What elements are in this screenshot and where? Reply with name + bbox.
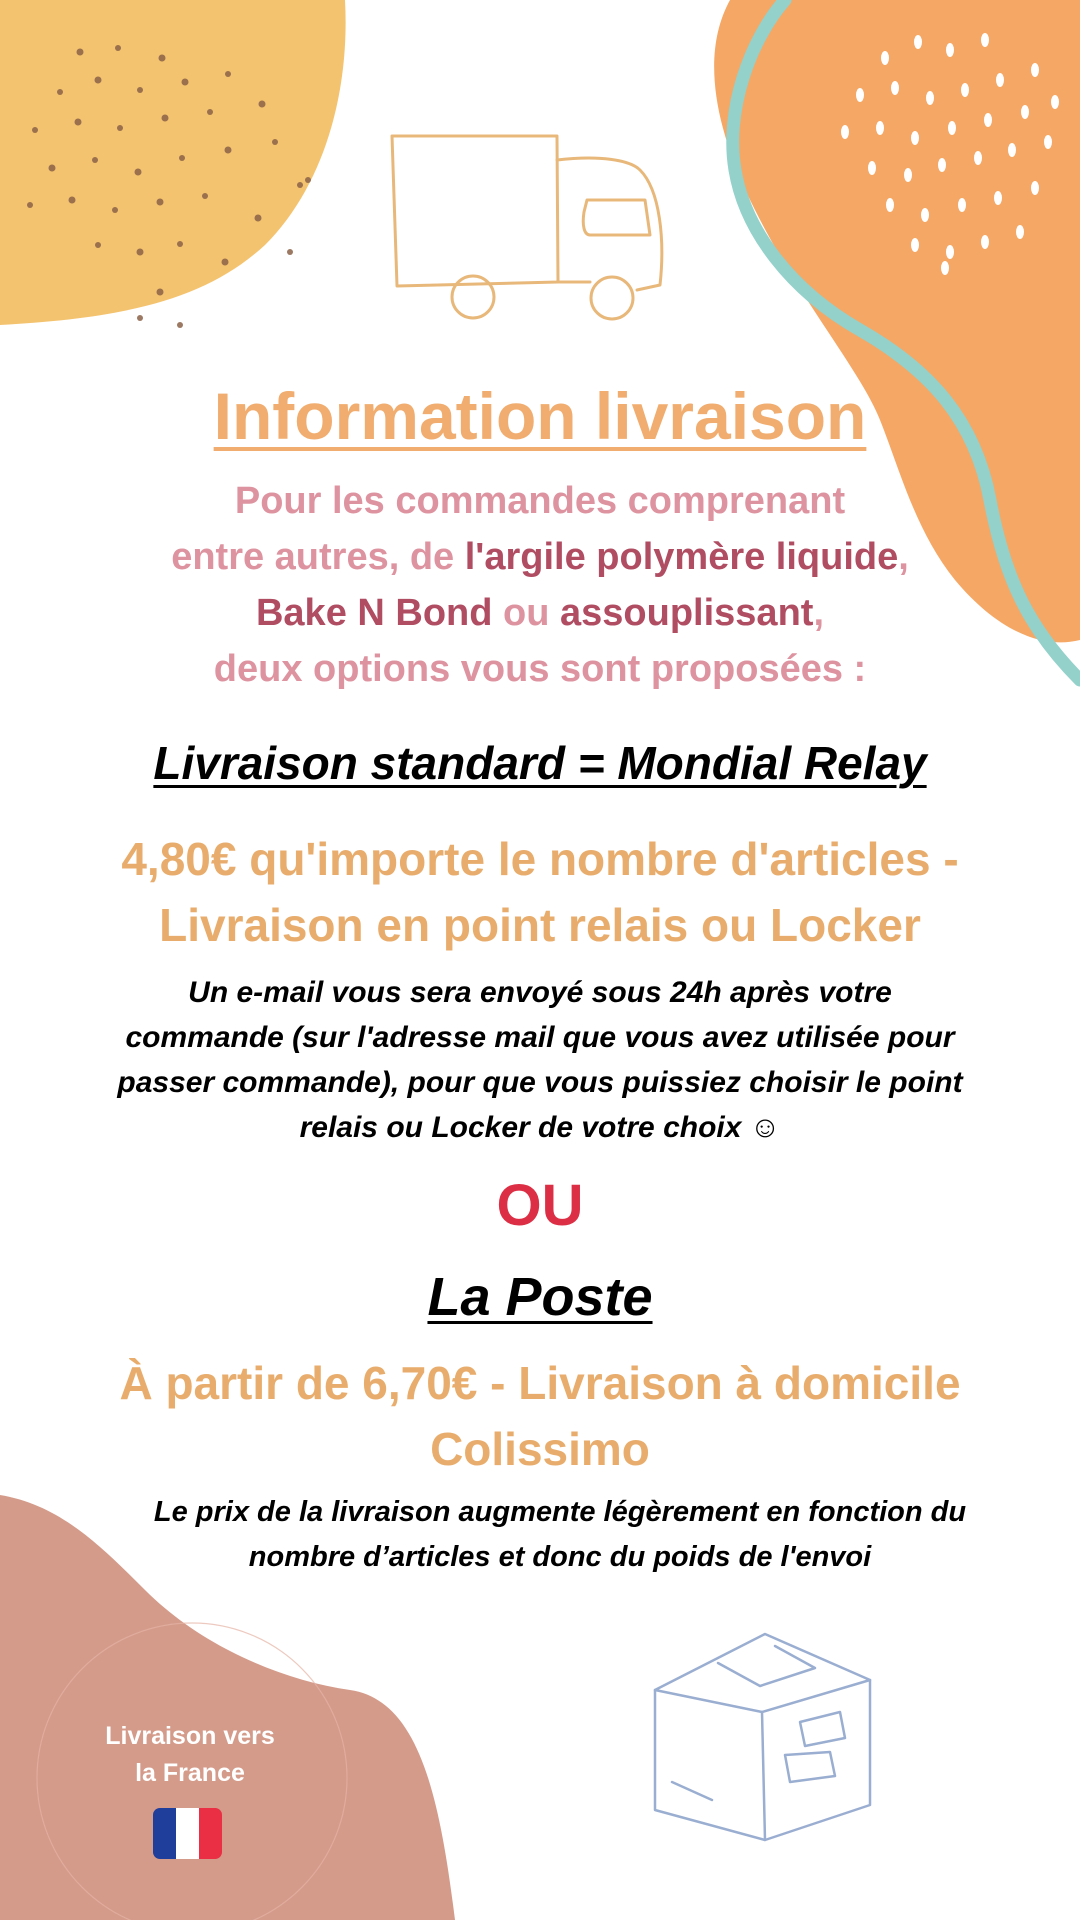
france-badge-label xyxy=(70,1718,310,1792)
intro-line-3-conjunction: ou xyxy=(492,592,561,634)
standard-price-line-1: 4,80€ qu'importe le nombre d'articles - xyxy=(121,833,959,885)
standard-heading: Livraison standard = Mondial Relay xyxy=(153,737,927,789)
france-badge-line-2: la France xyxy=(135,1759,245,1787)
intro-line-2-suffix: , xyxy=(898,536,909,578)
poste-note-line-2: nombre d’articles et donc du poids de l'envoi xyxy=(248,1541,872,1573)
truck-icon xyxy=(392,136,662,319)
intro-highlight-assouplissant: assouplissant xyxy=(560,592,814,634)
france-flag-icon xyxy=(153,1808,222,1859)
flag-blue-stripe xyxy=(153,1808,176,1859)
standard-price-line-2: Livraison en point relais ou Locker xyxy=(159,899,921,951)
intro-highlight-argile: l'argile polymère liquide xyxy=(464,536,899,578)
intro-line-2-prefix: entre autres, de xyxy=(171,536,465,578)
standard-note xyxy=(60,970,1020,1150)
standard-note-line-1: Un e-mail vous sera envoyé sous 24h après votre xyxy=(188,976,892,1009)
intro-line-2 xyxy=(90,529,990,585)
page-title: Information livraison xyxy=(213,379,867,453)
standard-note-line-3: passer commande), pour que vous puissiez choisir le point xyxy=(117,1066,963,1099)
standard-note-line-2: commande (sur l'adresse mail que vous avez utilisée pour xyxy=(125,1021,955,1054)
intro-line-4: deux options vous sont proposées : xyxy=(213,648,867,690)
yellow-blob xyxy=(0,0,346,325)
package-icon xyxy=(655,1634,870,1840)
poste-note-line-1: Le prix de la livraison augmente légèrement en fonction du xyxy=(153,1496,967,1528)
flag-red-stripe xyxy=(199,1808,222,1859)
intro-line-3 xyxy=(90,585,990,641)
poste-price xyxy=(60,1350,1020,1482)
france-badge-line-1: Livraison vers xyxy=(105,1722,275,1750)
intro-text xyxy=(90,473,990,697)
intro-highlight-bake-n-bond: Bake N Bond xyxy=(255,592,493,634)
standard-price xyxy=(60,826,1020,958)
intro-line-3-suffix: , xyxy=(813,592,824,634)
poste-price-line-2: Colissimo xyxy=(430,1423,650,1475)
poste-note xyxy=(100,1490,1020,1580)
poste-heading: La Poste xyxy=(427,1267,653,1327)
intro-line-1: Pour les commandes comprenant xyxy=(234,480,846,522)
poste-price-line-1: À partir de 6,70€ - Livraison à domicile xyxy=(119,1357,961,1409)
or-separator: OU xyxy=(496,1173,584,1238)
flag-white-stripe xyxy=(176,1808,199,1859)
standard-note-line-4: relais ou Locker de votre choix ☺ xyxy=(299,1111,781,1144)
